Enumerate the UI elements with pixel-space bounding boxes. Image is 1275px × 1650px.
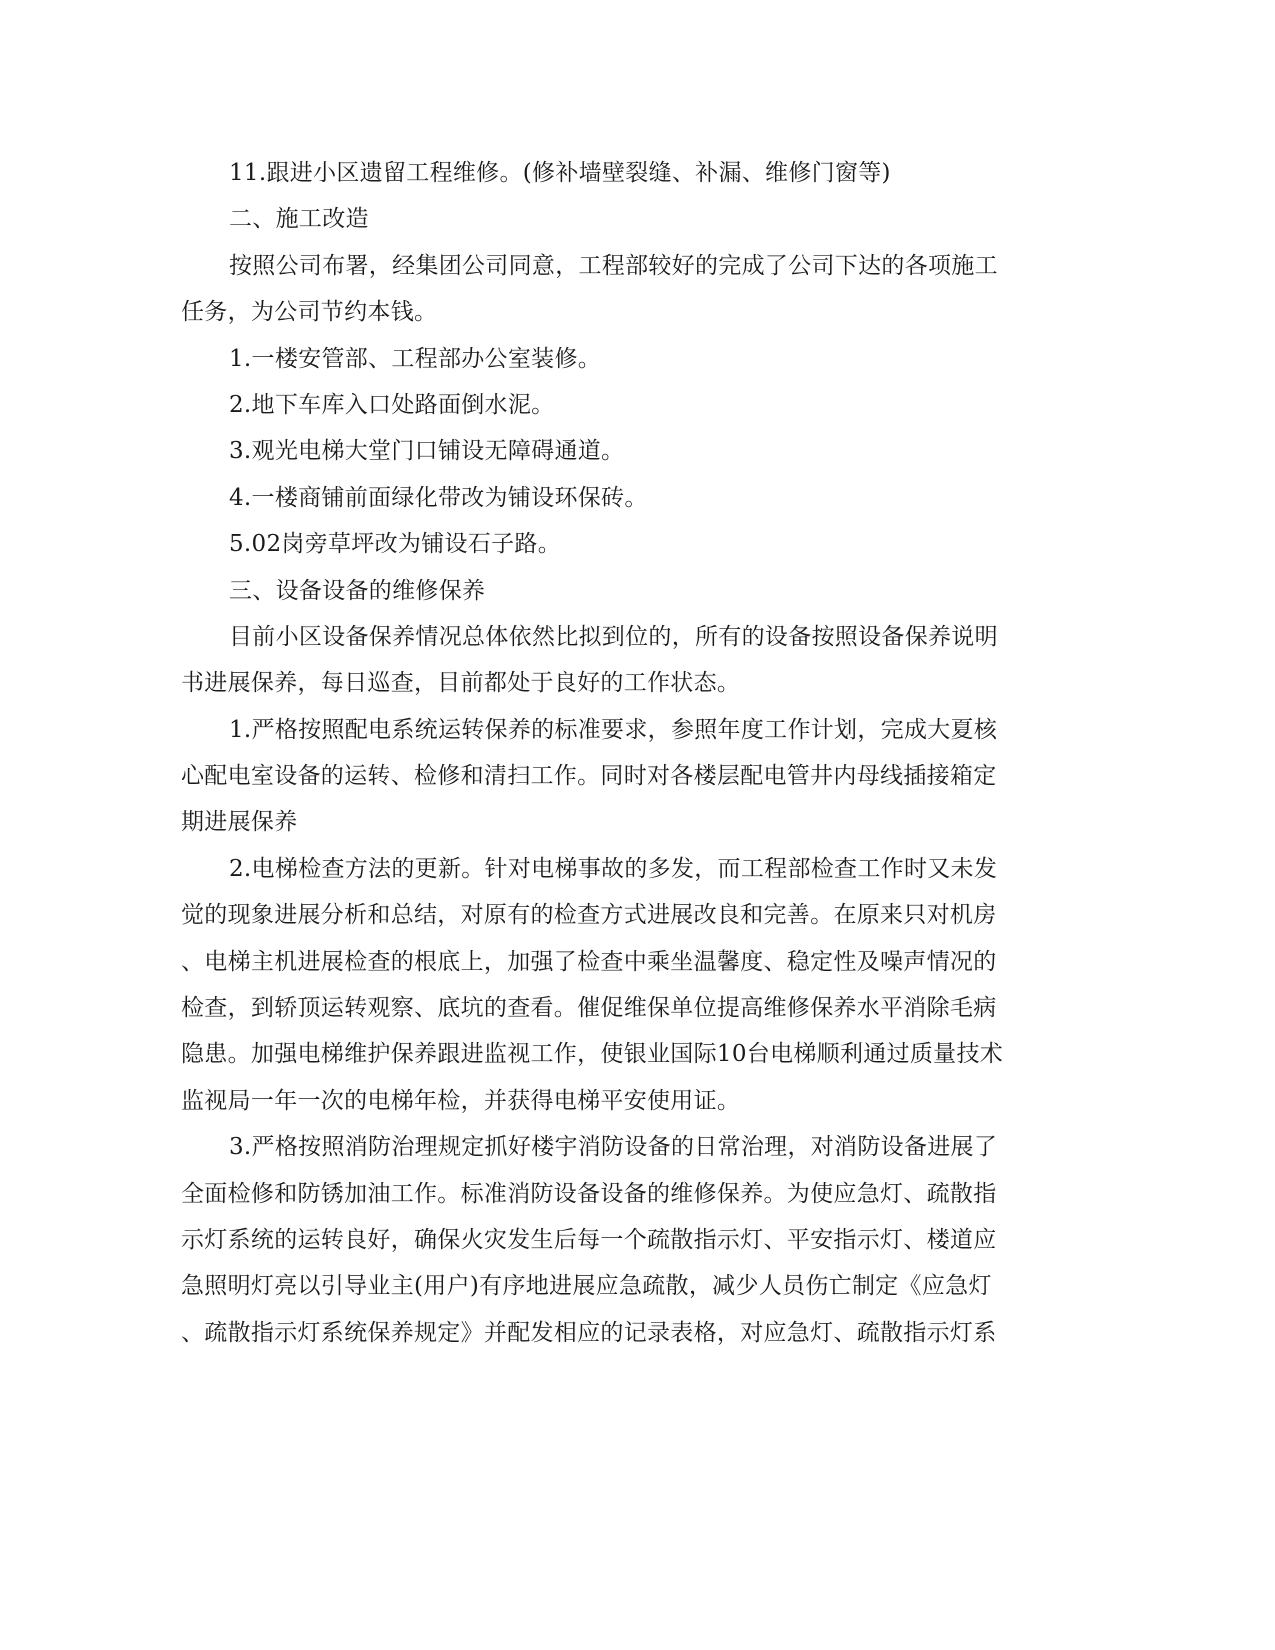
section-heading-2: 二、施工改造 — [229, 206, 369, 233]
paragraph-line: 检查，到轿顶运转观察、底坑的查看。催促维保单位提高维修保养水平消除毛病 — [181, 995, 997, 1022]
paragraph-line: 按照公司布署，经集团公司同意，工程部较好的完成了公司下达的各项施工 — [229, 252, 998, 279]
list-item-4: 4.一楼商铺前面绿化带改为铺设环保砖。 — [229, 484, 648, 511]
paragraph-line: 2.电梯检查方法的更新。针对电梯事故的多发，而工程部检查工作时又未发 — [229, 855, 998, 882]
paragraph-line: 监视局一年一次的电梯年检，并获得电梯平安使用证。 — [181, 1087, 741, 1114]
paragraph-line: 期进展保养 — [181, 809, 298, 836]
list-item-11: 11.跟进小区遗留工程维修。(修补墙壁裂缝、补漏、维修门窗等) — [229, 160, 891, 186]
list-item-2: 2.地下车库入口处路面倒水泥。 — [229, 391, 555, 418]
paragraph-line: 1.严格按照配电系统运转保养的标准要求，参照年度工作计划，完成大夏核 — [229, 716, 998, 743]
paragraph-line: 急照明灯亮以引导业主(用户)有序地进展应急疏散，减少人员伤亡制定《应急灯 — [181, 1273, 992, 1300]
section-heading-3: 三、设备设备的维修保养 — [229, 577, 486, 604]
paragraph-line: 隐患。加强电梯维护保养跟进监视工作，使银业国际10台电梯顺利通过质量技术 — [181, 1041, 1004, 1068]
list-item-5: 5.02岗旁草坪改为铺设石子路。 — [229, 531, 562, 558]
paragraph-line: 、疏散指示灯系统保养规定》并配发相应的记录表格，对应急灯、疏散指示灯系 — [181, 1319, 997, 1346]
document-body — [181, 150, 1041, 1356]
paragraph-line: 全面检修和防锈加油工作。标准消防设备设备的维修保养。为使应急灯、疏散指 — [181, 1180, 997, 1207]
paragraph-line: 书进展保养，每日巡查，目前都处于良好的工作状态。 — [181, 670, 741, 697]
paragraph-line: 目前小区设备保养情况总体依然比拟到位的，所有的设备按照设备保养说明 — [229, 623, 998, 650]
list-item-3: 3.观光电梯大堂门口铺设无障碍通道。 — [229, 438, 625, 465]
paragraph-line: 示灯系统的运转良好，确保火灾发生后每一个疏散指示灯、平安指示灯、楼道应 — [181, 1226, 997, 1253]
paragraph-line: 心配电室设备的运转、检修和清扫工作。同时对各楼层配电管井内母线插接箱定 — [181, 763, 997, 790]
paragraph-line: 3.严格按照消防治理规定抓好楼宇消防设备的日常治理，对消防设备进展了 — [229, 1134, 998, 1161]
list-item-1: 1.一楼安管部、工程部办公室装修。 — [229, 345, 602, 372]
paragraph-line: 任务，为公司节约本钱。 — [181, 299, 438, 326]
paragraph-line: 、电梯主机进展检查的根底上，加强了检查中乘坐温馨度、稳定性及噪声情况的 — [181, 948, 997, 975]
paragraph-line: 觉的现象进展分析和总结，对原有的检查方式进展改良和完善。在原来只对机房 — [181, 902, 997, 929]
